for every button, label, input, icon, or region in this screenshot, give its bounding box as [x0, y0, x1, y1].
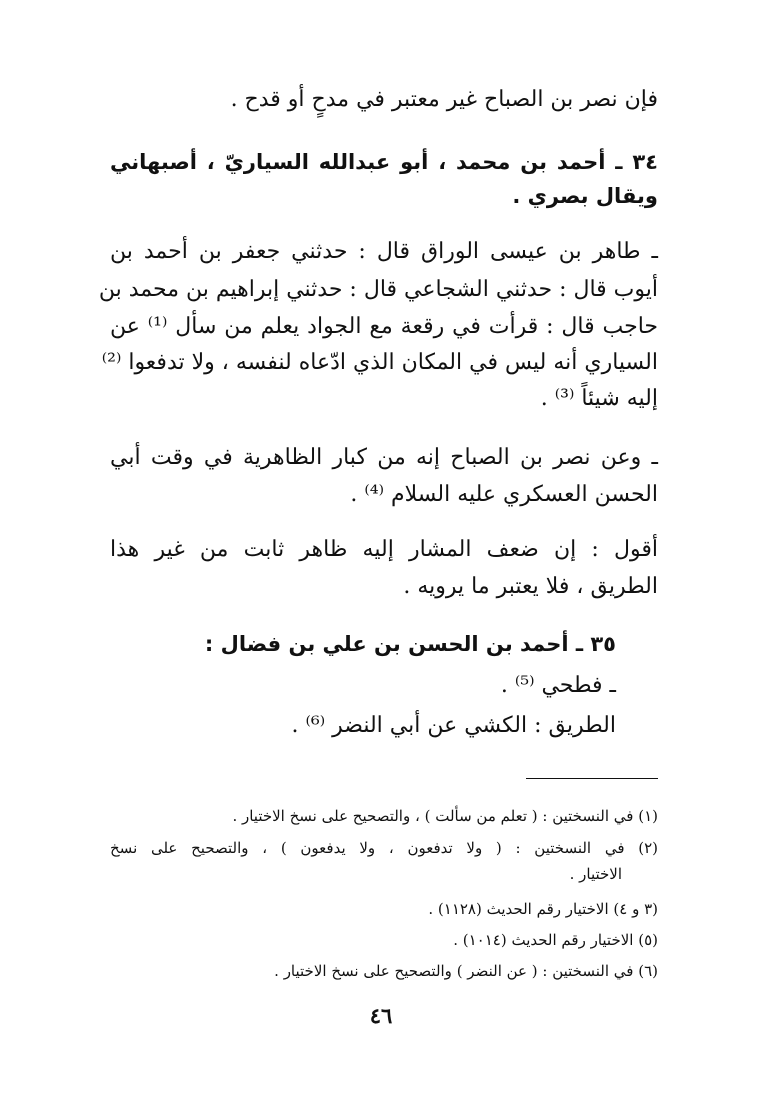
footnote: (٣ و ٤) الاختيار رقم الحديث (١١٢٨) . [428, 900, 658, 918]
paragraph-line: أقول : إن ضعف المشار إليه ظاهر ثابت من غير هذا [110, 537, 658, 562]
paragraph-line: الطريق : الكشي عن أبي النضر ⁽⁶⁾ . [291, 713, 616, 738]
entry-34-heading-cont: ويقال بصري . [512, 184, 658, 208]
footnote-cont: الاختيار . [569, 865, 622, 883]
paragraph-line: أيوب قال : حدثني الشجاعي قال : حدثني إبراهيم بن محمد بن [98, 277, 658, 302]
page-number: ٤٦ [369, 1003, 393, 1028]
entry-35-heading: ٣٥ ـ أحمد بن الحسن بن علي بن فضال : [204, 632, 616, 656]
paragraph-line: إليه شيئاً ⁽³⁾ . [540, 386, 658, 411]
footnote: (٦) في النسختين : ( عن النضر ) والتصحيح على نسخ الاختيار . [274, 962, 658, 980]
paragraph-line: فإن نصر بن الصباح غير معتبر في مدحٍ أو قدح . [230, 87, 658, 112]
paragraph-line: السياري أنه ليس في المكان الذي ادّعاه لنفسه ، ولا تدفعوا ⁽²⁾ [101, 350, 658, 375]
paragraph-line: حاجب قال : قرأت في رقعة مع الجواد يعلم من سأل ⁽¹⁾ عن [110, 314, 658, 339]
paragraph-line: ـ فطحي ⁽⁵⁾ . [500, 673, 616, 698]
paragraph-line: الطريق ، فلا يعتبر ما يرويه . [403, 574, 658, 599]
footnote: (٢) في النسختين : ( ولا تدفعون ، ولا يدفعون ) ، والتصحيح على نسخ [110, 839, 658, 857]
footnote: (١) في النسختين : ( تعلم من سألت ) ، والتصحيح على نسخ الاختيار . [232, 807, 658, 825]
entry-34-heading: ٣٤ ـ أحمد بن محمد ، أبو عبدالله السياريّ ، أصبهاني [110, 150, 658, 174]
paragraph-line: ـ طاهر بن عيسى الوراق قال : حدثني جعفر بن أحمد بن [110, 239, 658, 264]
paragraph-line: ـ وعن نصر بن الصباح إنه من كبار الظاهرية في وقت أبي [110, 445, 658, 470]
footnote-separator [526, 778, 658, 779]
paragraph-line: الحسن العسكري عليه السلام ⁽⁴⁾ . [350, 482, 658, 507]
footnote: (٥) الاختيار رقم الحديث (١٠١٤) . [453, 931, 658, 949]
